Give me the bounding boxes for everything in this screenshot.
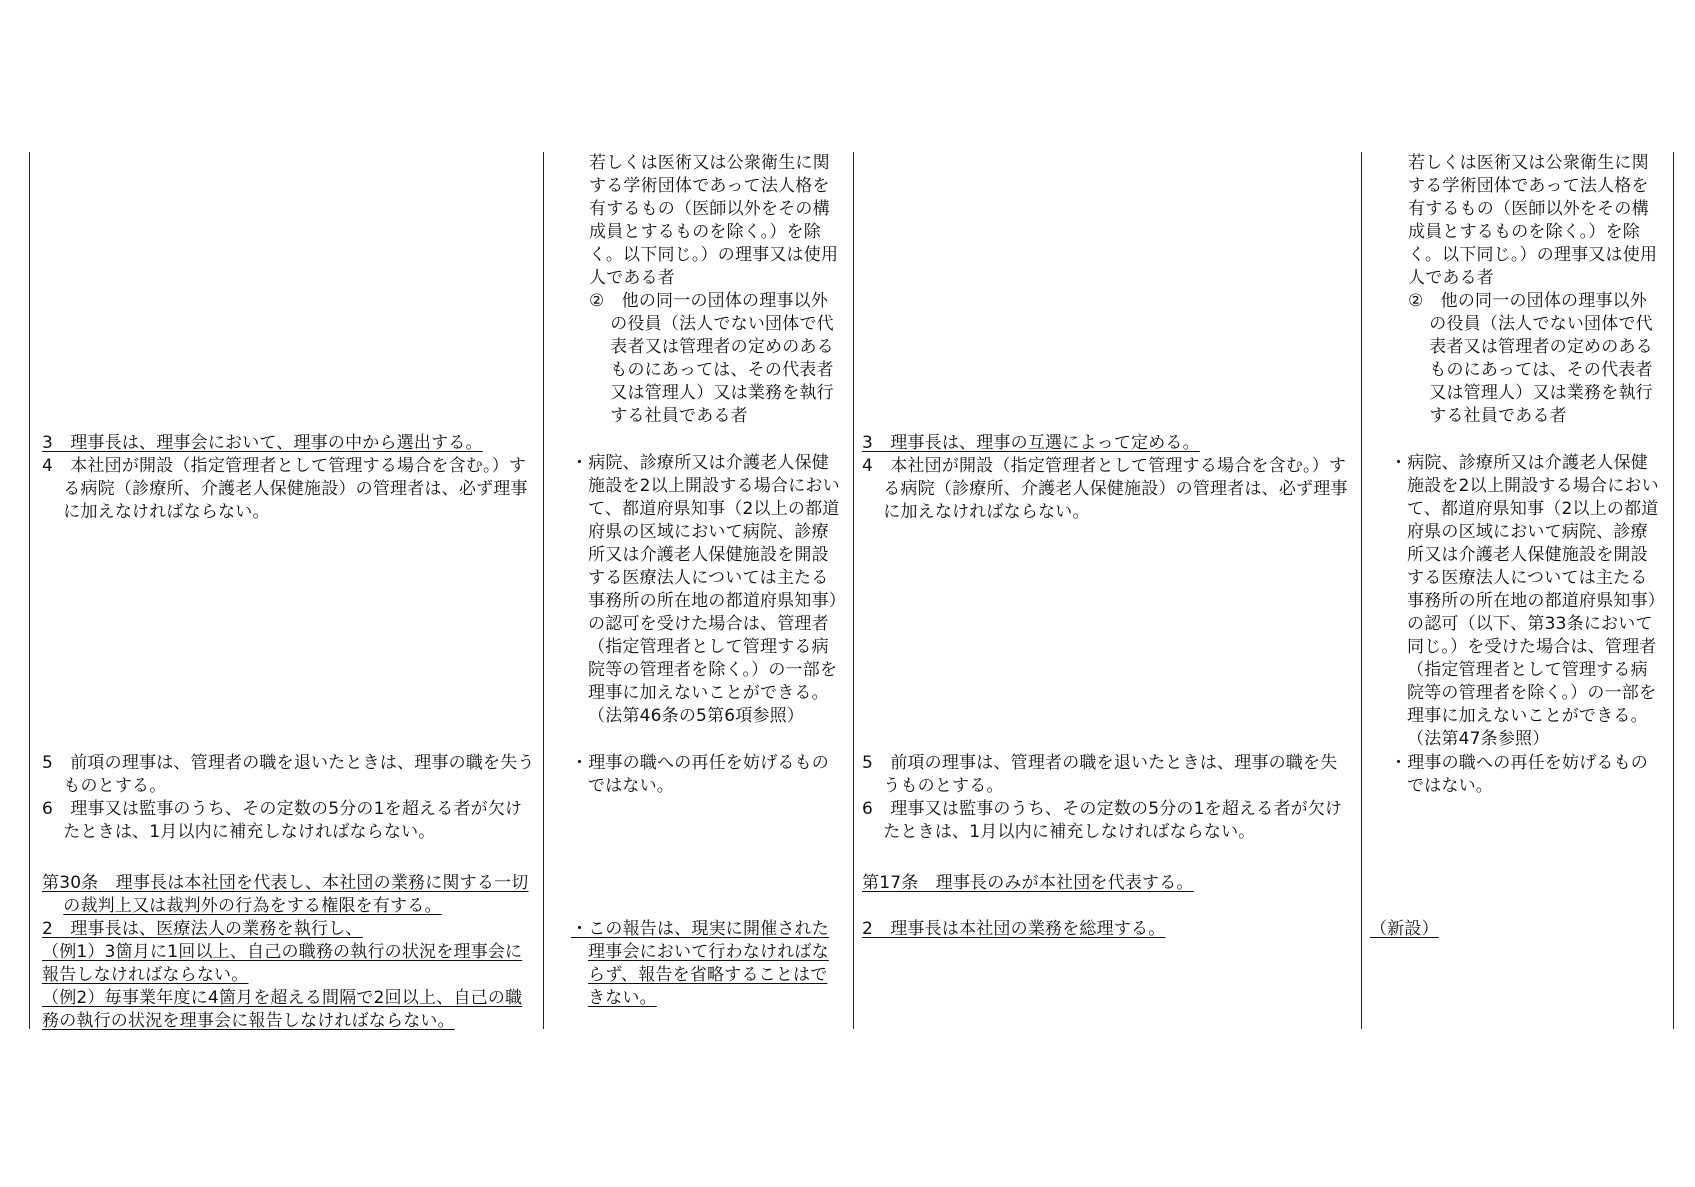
column-border-3 [1361,152,1362,1029]
article-29-section-3-4 [42,432,536,524]
note-managers-exception: ・病院、診療所又は介護老人保健施設を2以上開設する場合において、都道府県知事（2以上の都道府県の区域において病院、診療所又は介護老人保健施設を開設する医療法人については主たる事務所の所在地の都道府県知事）の認可を受けた場合は、管理者（指定管理者として管理する病院等の管理者を除く。）の一部を理事に加えないことができる。（法第46条の5第6項参照） [571,453,840,726]
note-block-2 [571,752,841,798]
paragraph-4: 4 本社団が開設（指定管理者として管理する場合を含む。）する病院（診療所、介護老人保健施設）の管理者は、必ず理事に加えなければならない。 [42,456,528,522]
current-notes-continued-top [1408,152,1658,428]
continued-item-2: ② 他の同一の団体の理事以外の役員（法人でない団体で代表者又は管理者の定めのあるものにあっては、その代表者又は管理人）又は業務を執行する社員である者 [589,291,834,426]
current-note-block-2 [1390,752,1660,798]
current-paragraph-5: 5 前項の理事は、管理者の職を退いたときは、理事の職を失うものとする。 [862,753,1338,796]
column-current-articles [862,152,1352,1029]
paragraph-6: 6 理事又は監事のうち、その定数の5分の1を超える者が欠けたときは、1月以内に補充しなければならない。 [42,799,523,842]
current-paragraph-6: 6 理事又は監事のうち、その定数の5分の1を超える者が欠けたときは、1月以内に補充しなければならない。 [862,799,1343,842]
column-border-2 [853,152,854,1029]
example-1: （例1）3箇月に1回以上、自己の職務の執行の状況を理事会に報告しなければならない。 [42,942,523,985]
current-note-reappointment: ・理事の職への再任を妨げるものではない。 [1390,753,1648,796]
column-border-right [1673,152,1674,1029]
current-article-17 [862,872,1352,941]
article-29-section-5-6 [42,752,536,844]
note-report: ・この報告は、現実に開催された理事会において行わなければならず、報告を省略することはできない。 [571,919,829,1008]
note-block-3 [571,918,841,1010]
continued-item-1: 若しくは医術又は公衆衛生に関する学術団体であって法人格を有するもの（医師以外をその構成員とするものを除く。）を除く。以下同じ。）の理事又は使用人である者 [589,153,839,288]
current-note-block-3 [1370,918,1640,941]
current-continued-item-2: ② 他の同一の団体の理事以外の役員（法人でない団体で代表者又は管理者の定めのあるものにあっては、その代表者又は管理人）又は業務を執行する社員である者 [1408,291,1653,426]
paragraph-5: 5 前項の理事は、管理者の職を退いたときは、理事の職を失うものとする。 [42,753,535,796]
current-continued-item-1: 若しくは医術又は公衆衛生に関する学術団体であって法人格を有するもの（医師以外をその構成員とするものを除く。）を除く。以下同じ。）の理事又は使用人である者 [1408,153,1658,288]
column-revised-articles [42,152,536,1029]
current-note-managers-exception: ・病院、診療所又は介護老人保健施設を2以上開設する場合において、都道府県知事（2以上の都道府県の区域において病院、診療所又は介護老人保健施設を開設する医療法人については主たる事務所の所在地の都道府県知事）の認可（以下、第33条において同じ。）を受けた場合は、管理者（指定管理者として管理する病院等の管理者を除く。）の一部を理事に加えないことができる。（法第47条参照） [1390,453,1659,749]
new-provision-label: （新設） [1370,919,1439,939]
article-30-paragraph-2: 2 理事長は、医療法人の業務を執行し、 [42,919,363,939]
current-article-17-paragraph-1: 第17条 理事長のみが本社団を代表する。 [862,873,1194,893]
column-border-1 [543,152,544,1029]
column-border-left [29,152,30,1029]
article-30 [42,872,536,1033]
current-paragraph-4: 4 本社団が開設（指定管理者として管理する場合を含む。）する病院（診療所、介護老人保健施設）の管理者は、必ず理事に加えなければならない。 [862,456,1348,522]
current-note-block-1 [1390,452,1660,751]
column-current-notes [1370,152,1666,1029]
example-2: （例2）毎事業年度に4箇月を超える間隔で2回以上、自己の職務の執行の状況を理事会に報告しなければならない。 [42,988,523,1031]
current-article-17-paragraph-2: 2 理事長は本社団の業務を総理する。 [862,919,1166,939]
paragraph-3: 3 理事長は、理事会において、理事の中から選出する。 [42,433,483,453]
current-section-3-4 [862,432,1352,524]
note-block-1 [571,452,841,728]
current-section-5-6 [862,752,1352,844]
notes-continued-top [589,152,841,428]
article-30-paragraph-1: 第30条 理事長は本社団を代表し、本社団の業務に関する一切の裁判上又は裁判外の行為をする権限を有する。 [42,873,529,916]
column-revised-notes [571,152,841,1029]
current-paragraph-3: 3 理事長は、理事の互選によって定める。 [862,433,1200,453]
note-reappointment: ・理事の職への再任を妨げるものではない。 [571,753,829,796]
